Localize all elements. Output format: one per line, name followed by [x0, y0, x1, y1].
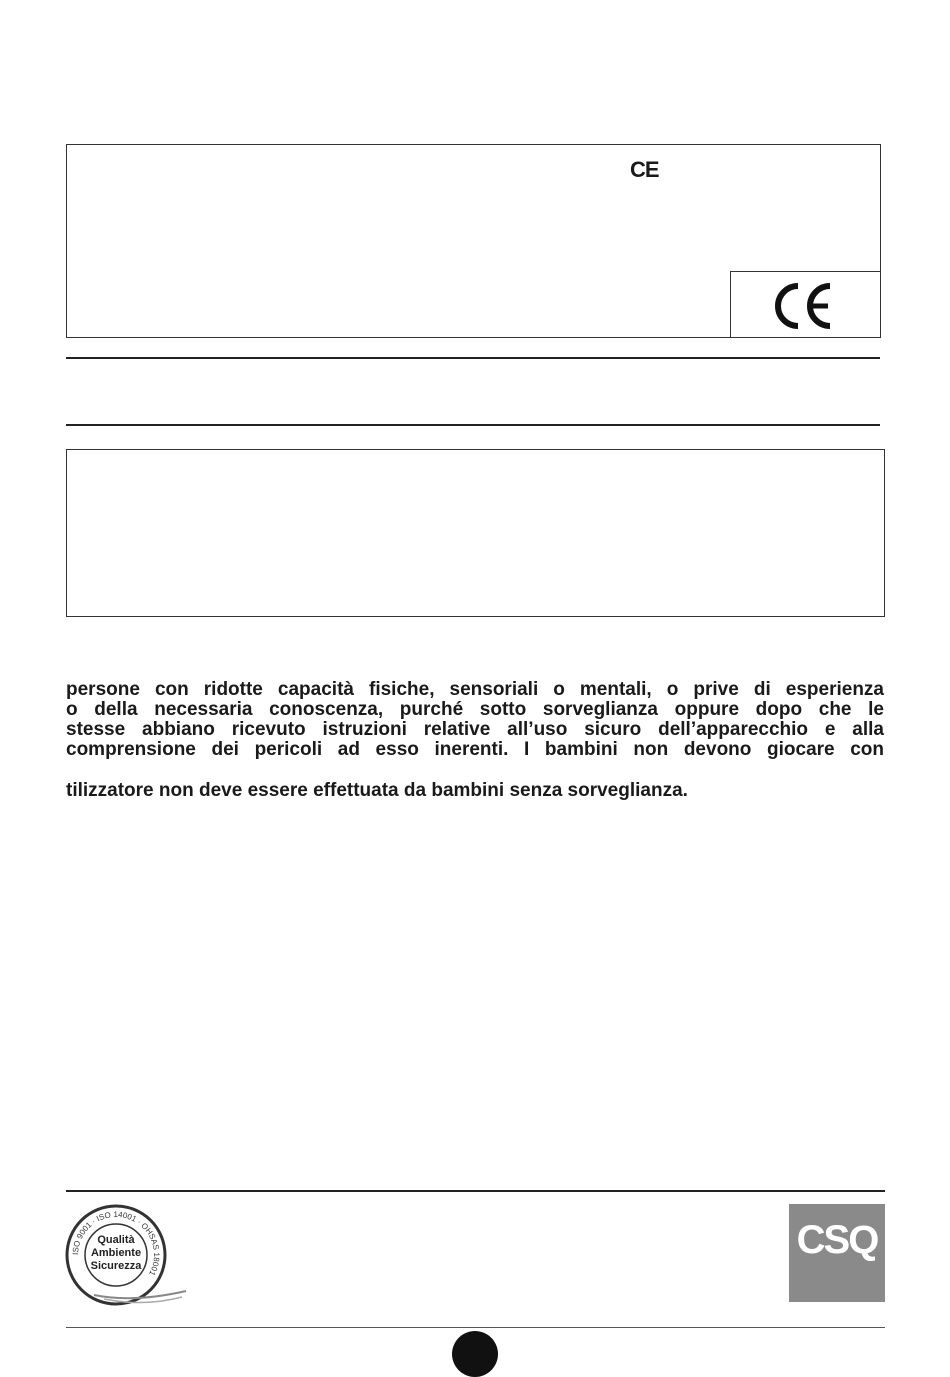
csq-logo: [789, 1204, 885, 1302]
ce-mark-small: CE: [630, 157, 659, 182]
rule-1: [66, 357, 880, 359]
rule-2: [66, 424, 880, 426]
bottom-rule: [66, 1327, 885, 1328]
paragraph-line: comprensione dei pericoli ad esso inerenti. I bambini non devono giocare con: [66, 739, 884, 760]
paragraph-line: stesse abbiano ricevuto istruzioni relative all’uso sicuro dell’apparecchio e alla: [66, 719, 884, 740]
paragraph-line: o della necessaria conoscenza, purché sotto sorveglianza oppure dopo che le: [66, 699, 884, 720]
svg-text:Sicurezza: Sicurezza: [90, 1260, 142, 1272]
svg-text:Ambiente: Ambiente: [90, 1247, 142, 1259]
svg-text:Qualità: Qualità: [97, 1234, 135, 1246]
ce-mark-large: [772, 280, 836, 332]
paragraph-tail: tilizzatore non deve essere effettuata da bambini senza sorveglianza.: [66, 780, 688, 801]
quality-seal-logo: [64, 1203, 190, 1307]
middle-frame: [66, 449, 885, 617]
paragraph-line: persone con ridotte capacità fisiche, sensoriali o mentali, o prive di esperienza: [66, 679, 884, 700]
svg-text:ISO 9001 · ISO 14001 · OHSAS 1: ISO 9001 · ISO 14001 · OHSAS 18001: [70, 1209, 162, 1278]
warning-paragraph: [66, 680, 884, 760]
footer-rule: [66, 1190, 885, 1192]
page-marker: [452, 1331, 498, 1377]
csq-logo-text: CSQ: [796, 1218, 878, 1262]
